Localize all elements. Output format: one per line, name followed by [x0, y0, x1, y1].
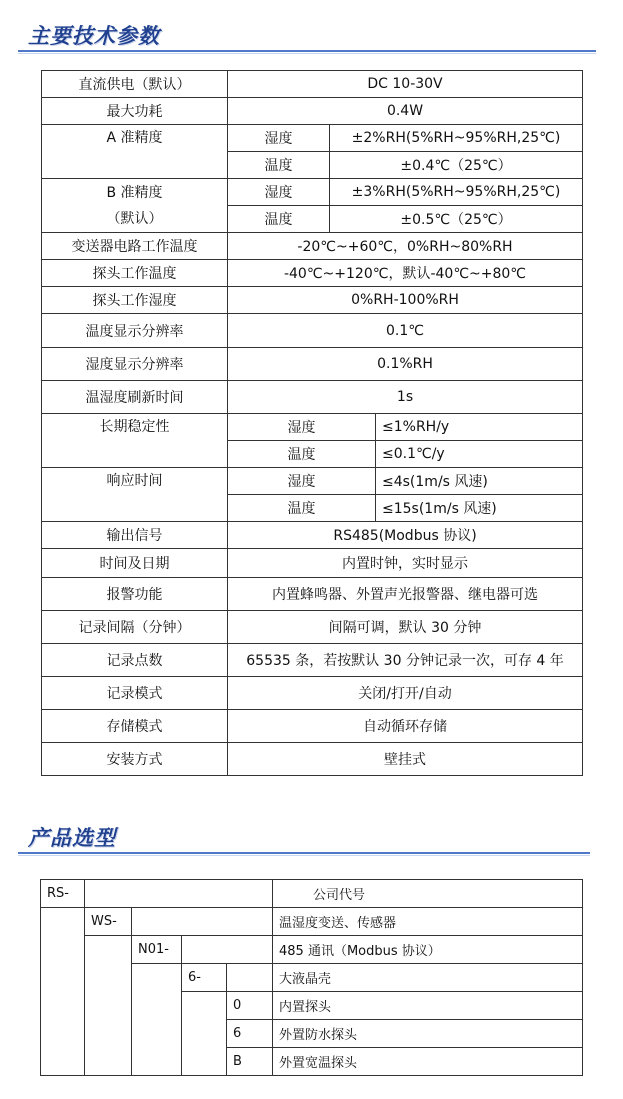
table-row [42, 644, 583, 677]
spec-label: 探头工作湿度 [42, 287, 228, 314]
spec-label: 记录模式 [42, 677, 228, 710]
spec-value: 自动循环存储 [228, 710, 583, 743]
empty-cell [132, 908, 273, 936]
spec-value: -40℃~+120℃，默认-40℃~+80℃ [228, 260, 583, 287]
spec-value: 0%RH-100%RH [228, 287, 583, 314]
table-row [42, 468, 583, 495]
spec-sublabel: 湿度 [228, 179, 330, 206]
section-divider [18, 852, 590, 854]
spec-value: 内置蜂鸣器、外置声光报警器、继电器可选 [228, 578, 583, 611]
spec-value: 间隔可调，默认 30 分钟 [228, 611, 583, 644]
model-desc: 公司代号 [273, 880, 583, 908]
model-desc: 485 通讯（Modbus 协议） [273, 936, 583, 964]
table-row [42, 743, 583, 776]
table-row [42, 125, 583, 152]
spec-label-line1: B 准精度 [106, 184, 163, 201]
spec-sublabel: 温度 [228, 206, 330, 233]
spec-value: 壁挂式 [228, 743, 583, 776]
table-row [41, 880, 583, 908]
table-row [42, 414, 583, 441]
empty-cell [85, 880, 273, 908]
spec-label: 探头工作温度 [42, 260, 228, 287]
spec-value: 0.1℃ [228, 314, 583, 348]
section-title-selection: 产品选型 [28, 826, 116, 850]
table-row [42, 522, 583, 549]
spec-value: 内置时钟，实时显示 [228, 549, 583, 578]
spec-label: 记录间隔（分钟） [42, 611, 228, 644]
empty-cell [41, 908, 85, 1076]
table-row [42, 287, 583, 314]
model-code: B [227, 1048, 273, 1076]
spec-value: 1s [228, 381, 583, 414]
spec-label: 响应时间 [42, 468, 228, 522]
empty-cell [182, 992, 227, 1076]
spec-value: DC 10-30V [228, 71, 583, 98]
spec-value: ≤4s(1m/s 风速) [376, 468, 583, 495]
table-row [42, 314, 583, 348]
spec-value: ≤1%RH/y [376, 414, 583, 441]
model-desc: 外置防水探头 [273, 1020, 583, 1048]
spec-value: 0.1%RH [228, 348, 583, 381]
empty-cell [132, 964, 182, 1076]
model-desc: 内置探头 [273, 992, 583, 1020]
spec-label: 安装方式 [42, 743, 228, 776]
table-row [42, 578, 583, 611]
spec-table [41, 70, 583, 776]
spec-label: 变送器电路工作温度 [42, 233, 228, 260]
spec-sublabel: 温度 [228, 152, 330, 179]
spec-label: 温湿度刷新时间 [42, 381, 228, 414]
table-row [42, 611, 583, 644]
model-code: 0 [227, 992, 273, 1020]
spec-label: 输出信号 [42, 522, 228, 549]
spec-label: 直流供电（默认） [42, 71, 228, 98]
model-code: 6- [182, 964, 227, 992]
spec-label: 记录点数 [42, 644, 228, 677]
spec-label: 存储模式 [42, 710, 228, 743]
model-code: N01- [132, 936, 182, 964]
spec-label: 报警功能 [42, 578, 228, 611]
spec-label: 长期稳定性 [42, 414, 228, 468]
model-desc: 外置宽温探头 [273, 1048, 583, 1076]
spec-sublabel: 湿度 [228, 414, 376, 441]
spec-value: RS485(Modbus 协议) [228, 522, 583, 549]
spec-label [42, 179, 228, 233]
spec-value: ±3%RH(5%RH~95%RH,25℃) [330, 179, 583, 206]
selection-table [40, 879, 583, 1076]
spec-value: 0.4W [228, 98, 583, 125]
table-row [41, 908, 583, 936]
spec-value: ±0.4℃（25℃） [330, 152, 583, 179]
spec-label: 时间及日期 [42, 549, 228, 578]
table-row [42, 233, 583, 260]
spec-label: 温度显示分辨率 [42, 314, 228, 348]
spec-label: 最大功耗 [42, 98, 228, 125]
table-row [42, 98, 583, 125]
table-row [42, 549, 583, 578]
spec-label-line2: （默认） [106, 210, 163, 227]
spec-value: 65535 条，若按默认 30 分钟记录一次，可存 4 年 [228, 644, 583, 677]
table-row [42, 381, 583, 414]
spec-sublabel: 湿度 [228, 125, 330, 152]
table-row [42, 71, 583, 98]
model-code: 6 [227, 1020, 273, 1048]
empty-cell [227, 964, 273, 992]
spec-sublabel: 温度 [228, 441, 376, 468]
spec-value: -20℃~+60℃，0%RH~80%RH [228, 233, 583, 260]
empty-cell [182, 936, 273, 964]
empty-cell [85, 936, 132, 1076]
model-desc: 大液晶壳 [273, 964, 583, 992]
section-divider [18, 50, 596, 52]
model-desc: 温湿度变送、传感器 [273, 908, 583, 936]
table-row [42, 260, 583, 287]
table-row [42, 710, 583, 743]
spec-value: 关闭/打开/自动 [228, 677, 583, 710]
table-row [41, 936, 583, 964]
spec-sublabel: 湿度 [228, 468, 376, 495]
spec-value: ±0.5℃（25℃） [330, 206, 583, 233]
spec-label: 湿度显示分辨率 [42, 348, 228, 381]
spec-value: ≤15s(1m/s 风速) [376, 495, 583, 522]
model-code: RS- [41, 880, 85, 908]
table-row [42, 179, 583, 206]
spec-value: ±2%RH(5%RH~95%RH,25℃) [330, 125, 583, 152]
section-title-specs: 主要技术参数 [28, 24, 160, 48]
table-row [42, 677, 583, 710]
spec-label: A 准精度 [42, 125, 228, 179]
spec-value: ≤0.1℃/y [376, 441, 583, 468]
table-row [42, 348, 583, 381]
spec-sublabel: 温度 [228, 495, 376, 522]
model-code: WS- [85, 908, 132, 936]
